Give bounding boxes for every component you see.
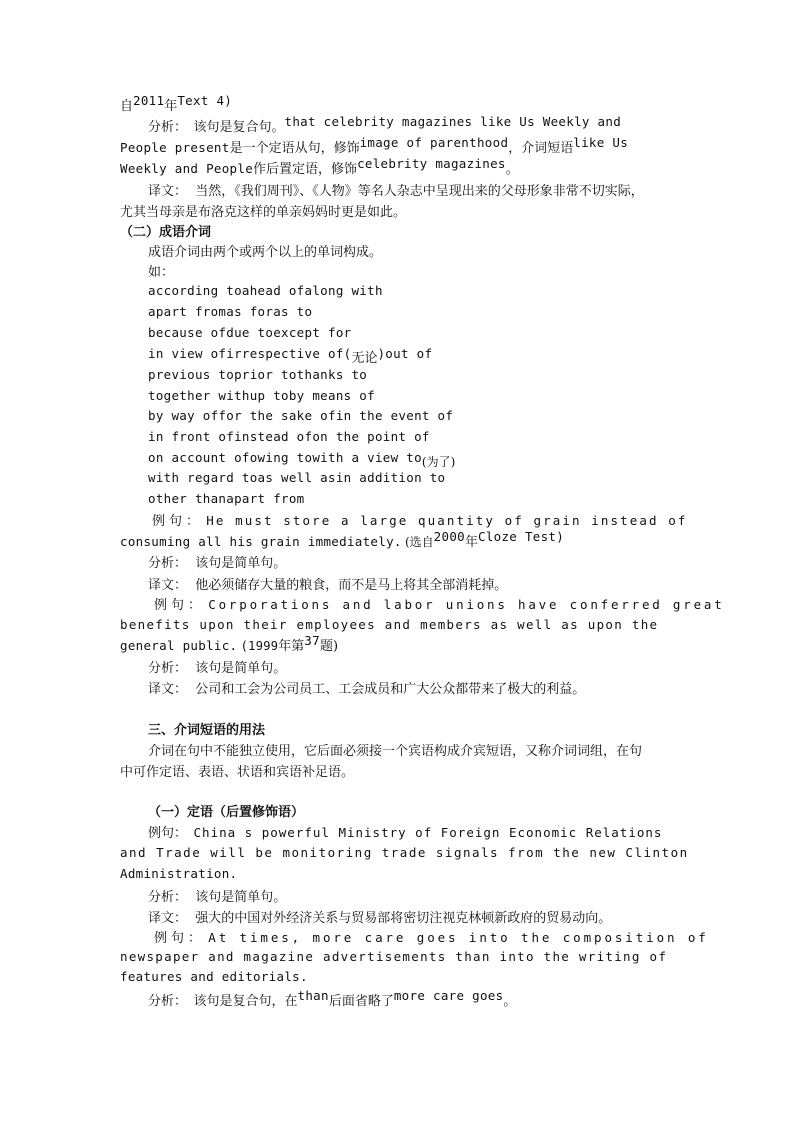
phrase-text: )out of [377,346,433,361]
fenxi-text: 该句是复合句。 [193,120,285,135]
example-english: At times, more care goes into the composition of [208,930,709,945]
source-note: 37 [304,633,320,648]
fenxi-label: 分析： [148,890,188,905]
yiwen-text: 当然，《我们周刊》、《人物》等名人杂志中呈现出来的父母形象非常不切实际， [195,184,644,199]
ex4-fenxi [148,988,675,1012]
fenxi-text: 该句是简单句。 [195,556,287,571]
yiwen-text: 尤其当母亲是布洛克这样的单亲妈妈时更是如此。 [120,205,407,220]
phrase-line: apart fromas foras to [148,304,313,319]
yiwen-label: 译文： [148,911,188,926]
section-title-idiom-prepositions: （二）成语介词 [120,225,212,240]
phrase-text: in view ofirrespective of( [148,346,352,361]
fenxi-label: 分析： [148,994,188,1009]
ex3-fenxi [148,888,675,908]
fenxi-text: 。 [503,994,517,1009]
ex2-line1 [120,595,725,616]
source-nian: 年 [164,99,178,114]
source-note: (1999 [240,639,279,653]
fenxi-english: like Us [573,135,629,150]
fenxi-label: 分析： [148,556,188,571]
ex4-line1 [120,928,709,949]
ex3-line1 [120,823,675,844]
yiwen-label: 译文： [148,578,188,593]
source-note: 年 [464,535,478,550]
fenxi-text: 该句是复合句，在 [193,994,298,1009]
section-title-usage: 三、介词短语的用法 [148,723,266,738]
fenxi-text: 该句是简单句。 [195,890,287,905]
phrase-line: other thanapart from [148,491,305,506]
phrase-line [148,344,675,365]
ex0-fenxi-line3 [120,156,675,180]
ex0-yiwen-line1 [148,182,675,202]
fenxi-english: that celebrity magazines like Us Weekly and [284,114,622,129]
source-note: 题) [319,639,339,654]
example-english: general public. [120,638,238,653]
phrase-line: with regard toas well asin addition to [148,470,446,485]
yiwen-text: 公司和工会为公司员工、工会成员和广大公众都带来了极大的利益。 [195,682,586,697]
example-english: He must store a large quantity of grain instead of [206,513,688,528]
fenxi-english: more care goes [393,988,504,1003]
fenxi-text: ，介词短语 [508,141,574,156]
source-note: 2000 [433,529,465,544]
ex2-line2: benefits upon their employees and members as well as upon the [120,617,659,632]
example-label: 例句： [148,826,188,841]
subsection-title-attributive: （一）定语（后置修饰语） [148,805,305,820]
phrase-note: 无论 [351,351,378,366]
ex0-yiwen-line2 [120,203,675,223]
fenxi-text: 是一个定语从句，修饰 [229,141,360,156]
fenxi-english: People present [120,140,230,155]
fenxi-english: celebrity magazines [357,156,506,171]
phrase-line: by way offor the sake ofin the event of [148,408,454,423]
fenxi-text: 后面省略了 [328,994,394,1009]
source-text: Text 4) [177,93,233,108]
fenxi-label: 分析： [148,661,188,676]
ex1-line2 [120,529,675,553]
yiwen-text: 他必须储存大量的粮食，而不是马上将其全部消耗掉。 [195,578,508,593]
section-description: 成语介词由两个或两个以上的单词构成。 [148,245,383,260]
ex2-yiwen [148,680,675,700]
fenxi-label: 分析： [148,120,188,135]
example-label: 例句： [154,598,206,613]
ex1-line1 [120,511,688,532]
phrase-line: together withup toby means of [148,388,375,403]
ex2-line3 [120,633,675,657]
ex3-line3: Administration. [120,866,238,881]
phrase-line: previous toprior tothanks to [148,367,368,382]
yiwen-label: 译文： [148,184,188,199]
example-english: China s powerful Ministry of Foreign Economic Relations [193,825,663,840]
fenxi-english: image of parenthood [359,135,509,150]
source-note: Cloze Test) [478,529,565,544]
fenxi-english: than [297,988,329,1003]
phrase-line [148,448,675,468]
yiwen-text: 强大的中国对外经济关系与贸易部将密切注视克林顿新政府的贸易动向。 [195,911,612,926]
example-english: Corporations and labor unions have conferred great [208,597,725,612]
phrase-note: (为了) [421,455,456,469]
example-label: 例句： [152,514,204,529]
section-paragraph-line1: 介词在句中不能独立使用，它后面必须接一个宾语构成介宾短语，又称介词词组，在句 [148,744,643,759]
phrase-line: because ofdue toexcept for [148,325,352,340]
example-label: 例句： [154,931,206,946]
phrase-line: according toahead ofalong with [148,283,383,298]
fenxi-english: Weekly and People [120,161,254,176]
source-note: 年第 [278,639,305,654]
ex3-line2: and Trade will be monitoring trade signals from the new Clinton [120,845,689,860]
source-year: 2011 [133,93,165,108]
example-english: consuming all his grain immediately. [120,534,402,549]
source-note: (选自 [404,535,434,549]
phrase-text: on account ofowing towith a view to [148,450,422,465]
ex3-yiwen [148,909,675,929]
ex2-fenxi [148,659,675,679]
yiwen-label: 译文： [148,682,188,697]
fenxi-text: 该句是简单句。 [195,661,287,676]
fenxi-text: 。 [505,162,519,177]
ex1-yiwen [148,576,675,596]
section-paragraph-line2: 中可作定语、表语、状语和宾语补足语。 [120,765,355,780]
fenxi-text: 作后置定语，修饰 [253,162,358,177]
ex1-fenxi [148,554,675,574]
source-prefix: 自 [120,99,134,114]
ex4-line2: newspaper and magazine advertisements than into the writing of [120,949,668,964]
ex4-line3: features and editorials. [120,969,308,984]
example-prefix: 如： [148,265,175,280]
phrase-line: in front ofinstead ofon the point of [148,429,430,444]
